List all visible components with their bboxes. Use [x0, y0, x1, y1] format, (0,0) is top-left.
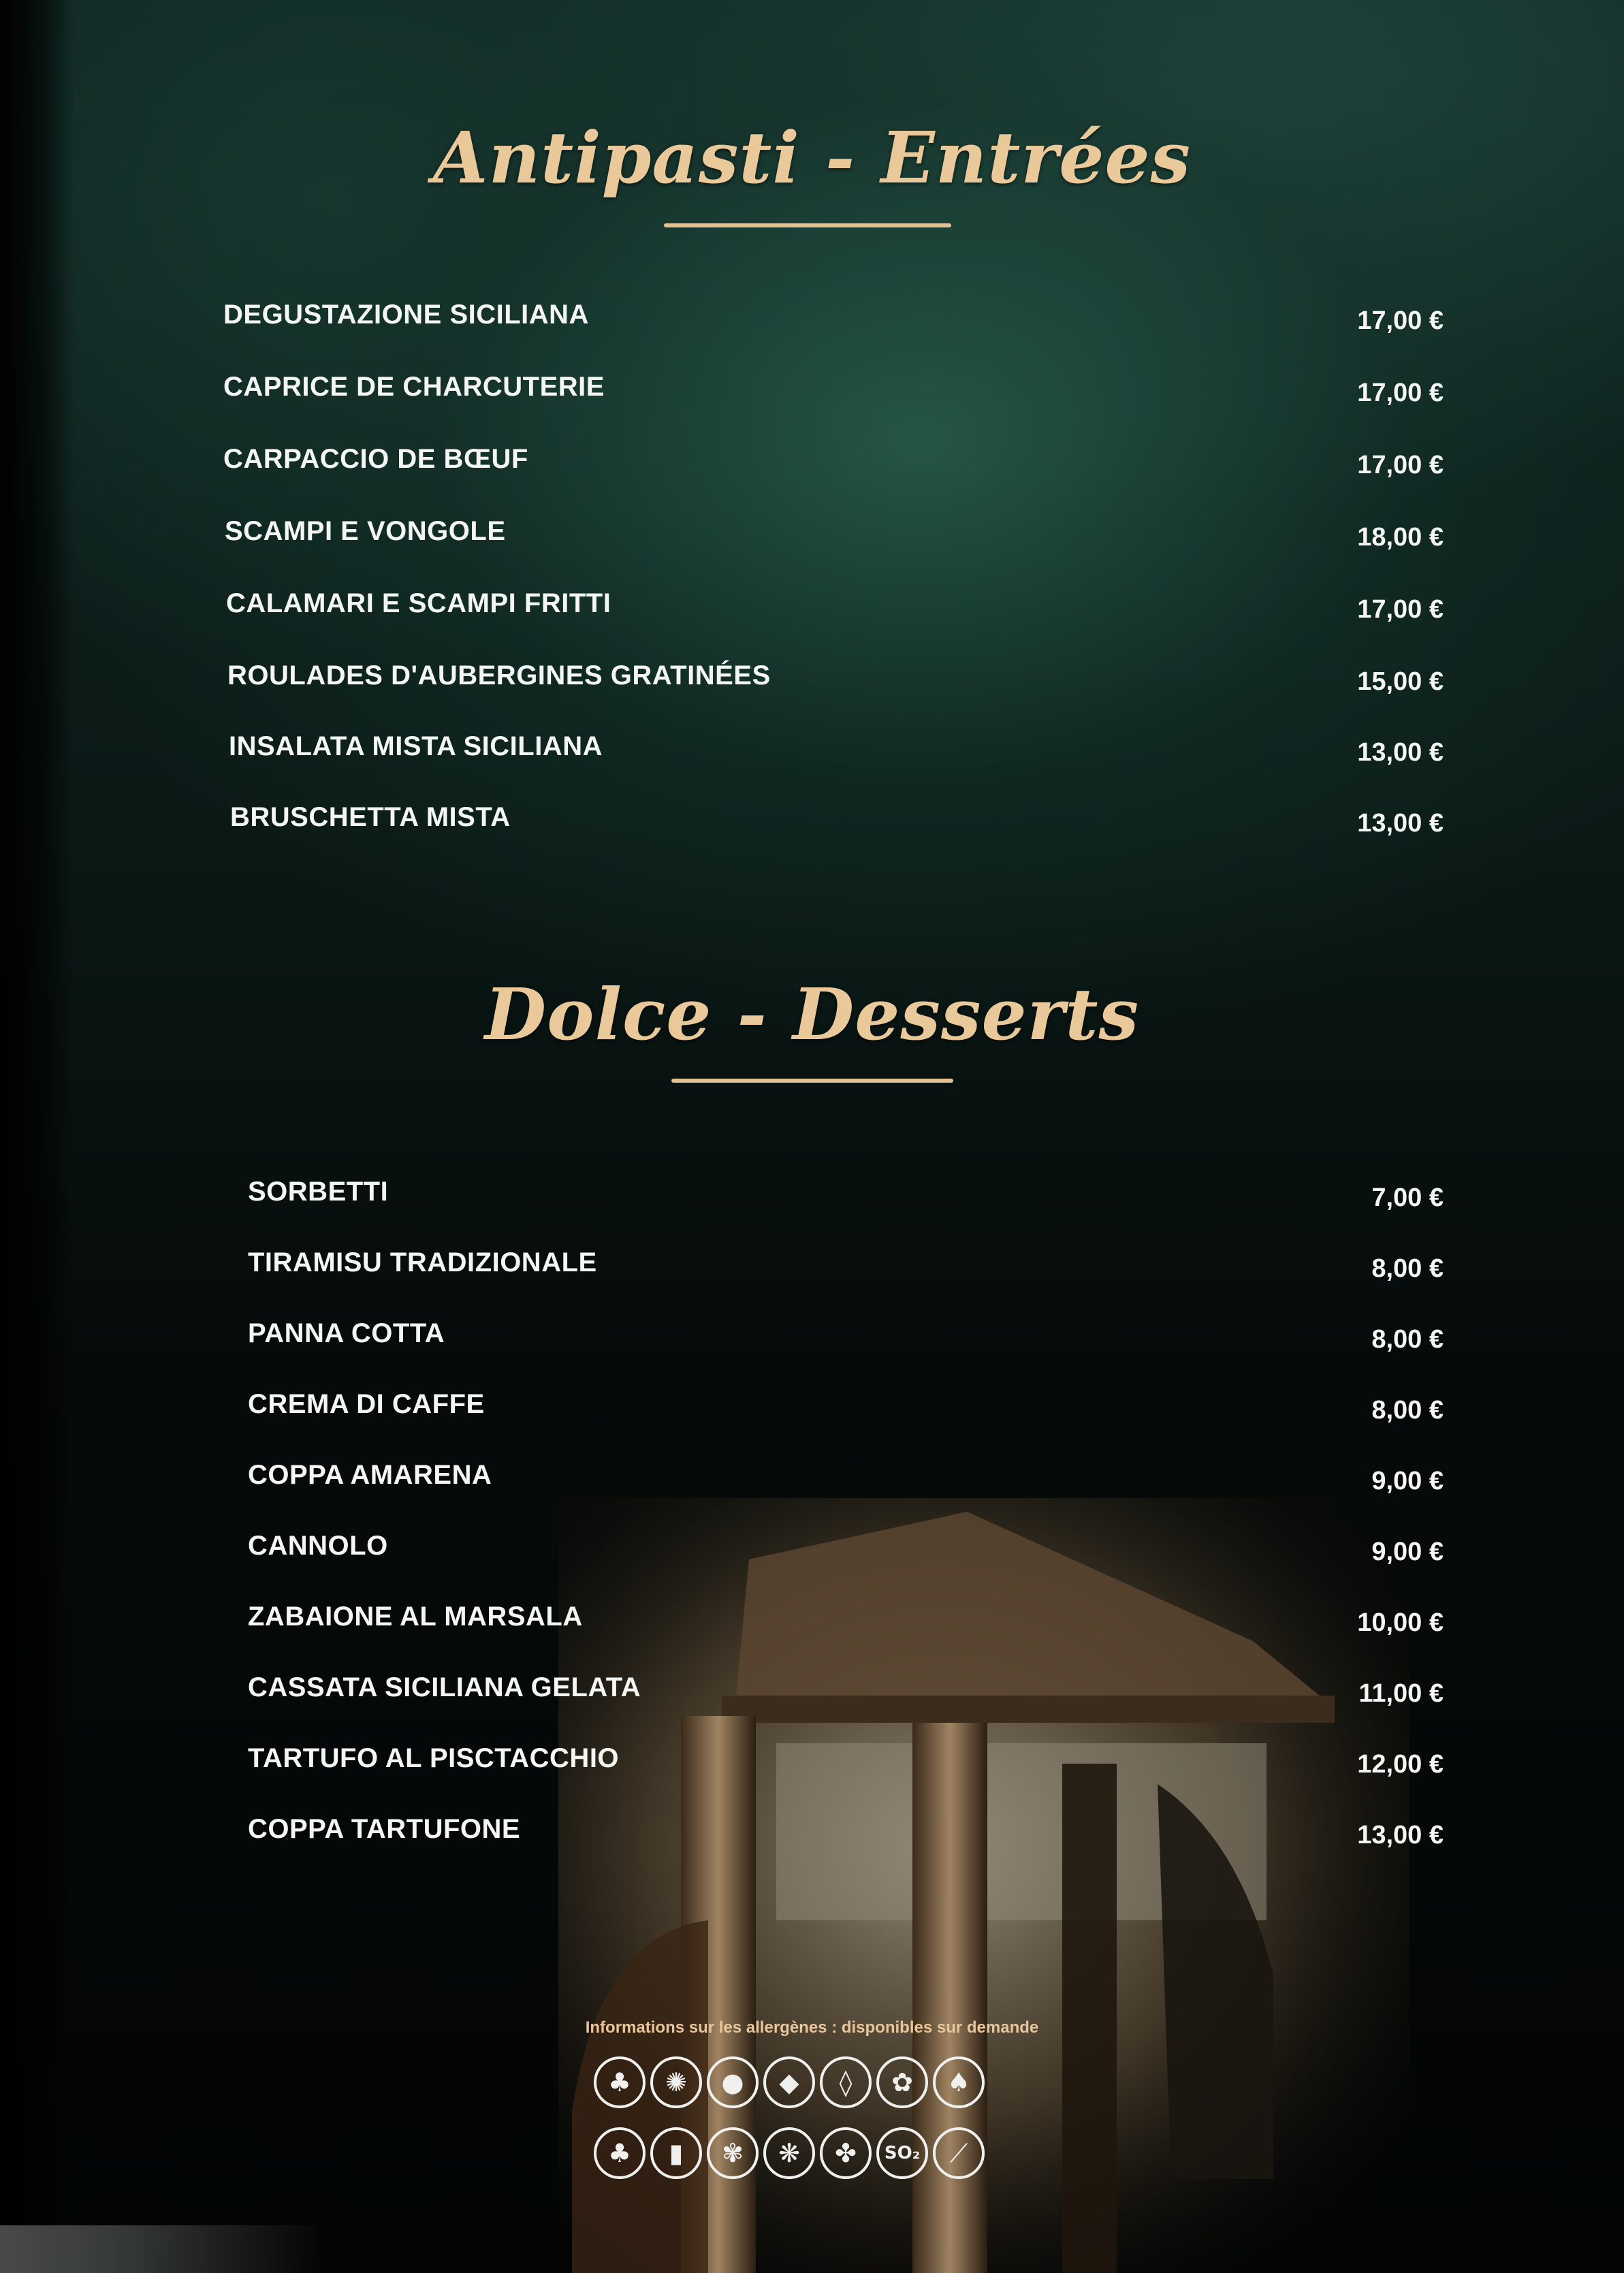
- item-name: SCAMPI E VONGOLE: [225, 516, 506, 546]
- menu-item: [0, 1602, 1624, 1649]
- item-name: SORBETTI: [248, 1177, 389, 1207]
- menu-item: [0, 1814, 1624, 1862]
- menu-item: [0, 1177, 1624, 1224]
- item-name: ROULADES D'AUBERGINES GRATINÉES: [227, 661, 771, 690]
- menu-item: [0, 1247, 1624, 1295]
- item-price: 18,00 €: [1357, 523, 1444, 552]
- menu-item: [0, 802, 1624, 850]
- item-name: PANNA COTTA: [248, 1318, 445, 1348]
- menu-item: [0, 1743, 1624, 1791]
- item-name: CASSATA SICILIANA GELATA: [248, 1672, 641, 1702]
- item-name: CARPACCIO DE BŒUF: [223, 444, 528, 474]
- menu-item: [0, 1460, 1624, 1508]
- item-name: TARTUFO AL PISCTACCHIO: [248, 1743, 620, 1773]
- item-price: 11,00 €: [1358, 1679, 1444, 1708]
- antipasti-title-underline: [664, 223, 951, 227]
- menu-item: [0, 1672, 1624, 1720]
- item-name: ZABAIONE AL MARSALA: [248, 1602, 583, 1632]
- dolce-title-underline: [671, 1079, 953, 1083]
- item-name: INSALATA MISTA SICILIANA: [229, 731, 603, 761]
- menu-item: [0, 588, 1624, 636]
- allergen-icons-row-2: [594, 2127, 1030, 2184]
- dolce-title: Dolce - Desserts: [484, 972, 1140, 1056]
- mollusc-icon: ⟋: [933, 2127, 985, 2179]
- menu-item: [0, 731, 1624, 779]
- item-name: COPPA TARTUFONE: [248, 1814, 521, 1844]
- item-price: 9,00 €: [1371, 1538, 1444, 1566]
- item-price: 8,00 €: [1371, 1254, 1444, 1283]
- menu-item: [0, 516, 1624, 564]
- item-name: BRUSCHETTA MISTA: [230, 802, 511, 832]
- menu-item: [0, 1389, 1624, 1437]
- fish-icon: ◆: [763, 2056, 815, 2108]
- allergen-note: Informations sur les allergènes : disponibles sur demande: [585, 2018, 1039, 2037]
- lupin-icon: ✤: [820, 2127, 872, 2179]
- item-price: 15,00 €: [1357, 667, 1444, 696]
- sesame-icon: ❋: [763, 2127, 815, 2179]
- menu-item: [0, 661, 1624, 708]
- peanut-icon: ◊: [820, 2056, 872, 2108]
- item-price: 17,00 €: [1357, 306, 1444, 335]
- item-name: CALAMARI E SCAMPI FRITTI: [226, 588, 611, 618]
- item-name: CREMA DI CAFFE: [248, 1389, 485, 1419]
- milk-icon: ♠: [933, 2056, 985, 2108]
- item-price: 12,00 €: [1357, 1750, 1444, 1779]
- bottom-edge: [0, 2225, 1624, 2273]
- menu-item: [0, 372, 1624, 419]
- antipasti-title: Antipasti - Entrées: [432, 116, 1192, 200]
- item-name: DEGUSTAZIONE SICILIANA: [223, 300, 589, 330]
- item-price: 17,00 €: [1357, 379, 1444, 407]
- item-price: 13,00 €: [1357, 738, 1444, 767]
- menu-item: [0, 300, 1624, 347]
- item-price: 17,00 €: [1357, 595, 1444, 624]
- item-price: 10,00 €: [1357, 1608, 1444, 1637]
- allergen-icons-row-1: [594, 2056, 1030, 2114]
- item-name: CAPRICE DE CHARCUTERIE: [223, 372, 605, 402]
- item-name: CANNOLO: [248, 1531, 388, 1561]
- item-name: COPPA AMARENA: [248, 1460, 492, 1490]
- nuts-icon: ♣: [594, 2127, 646, 2179]
- celery-icon: ▮: [650, 2127, 702, 2179]
- item-price: 9,00 €: [1371, 1467, 1444, 1495]
- egg-icon: ●: [707, 2056, 759, 2108]
- item-price: 8,00 €: [1371, 1396, 1444, 1425]
- soy-icon: ✿: [876, 2056, 928, 2108]
- item-name: TIRAMISU TRADIZIONALE: [248, 1247, 597, 1277]
- menu-item: [0, 1318, 1624, 1366]
- crustacean-icon: ✺: [650, 2056, 702, 2108]
- item-price: 8,00 €: [1371, 1325, 1444, 1354]
- item-price: 13,00 €: [1357, 1821, 1444, 1849]
- gluten-icon: ♣: [594, 2056, 646, 2108]
- mustard-icon: ✾: [707, 2127, 759, 2179]
- menu-item: [0, 1531, 1624, 1578]
- item-price: 17,00 €: [1357, 451, 1444, 479]
- item-price: 7,00 €: [1371, 1183, 1444, 1212]
- sulphites-icon: SO₂: [876, 2127, 928, 2179]
- menu-item: [0, 444, 1624, 492]
- item-price: 13,00 €: [1357, 809, 1444, 838]
